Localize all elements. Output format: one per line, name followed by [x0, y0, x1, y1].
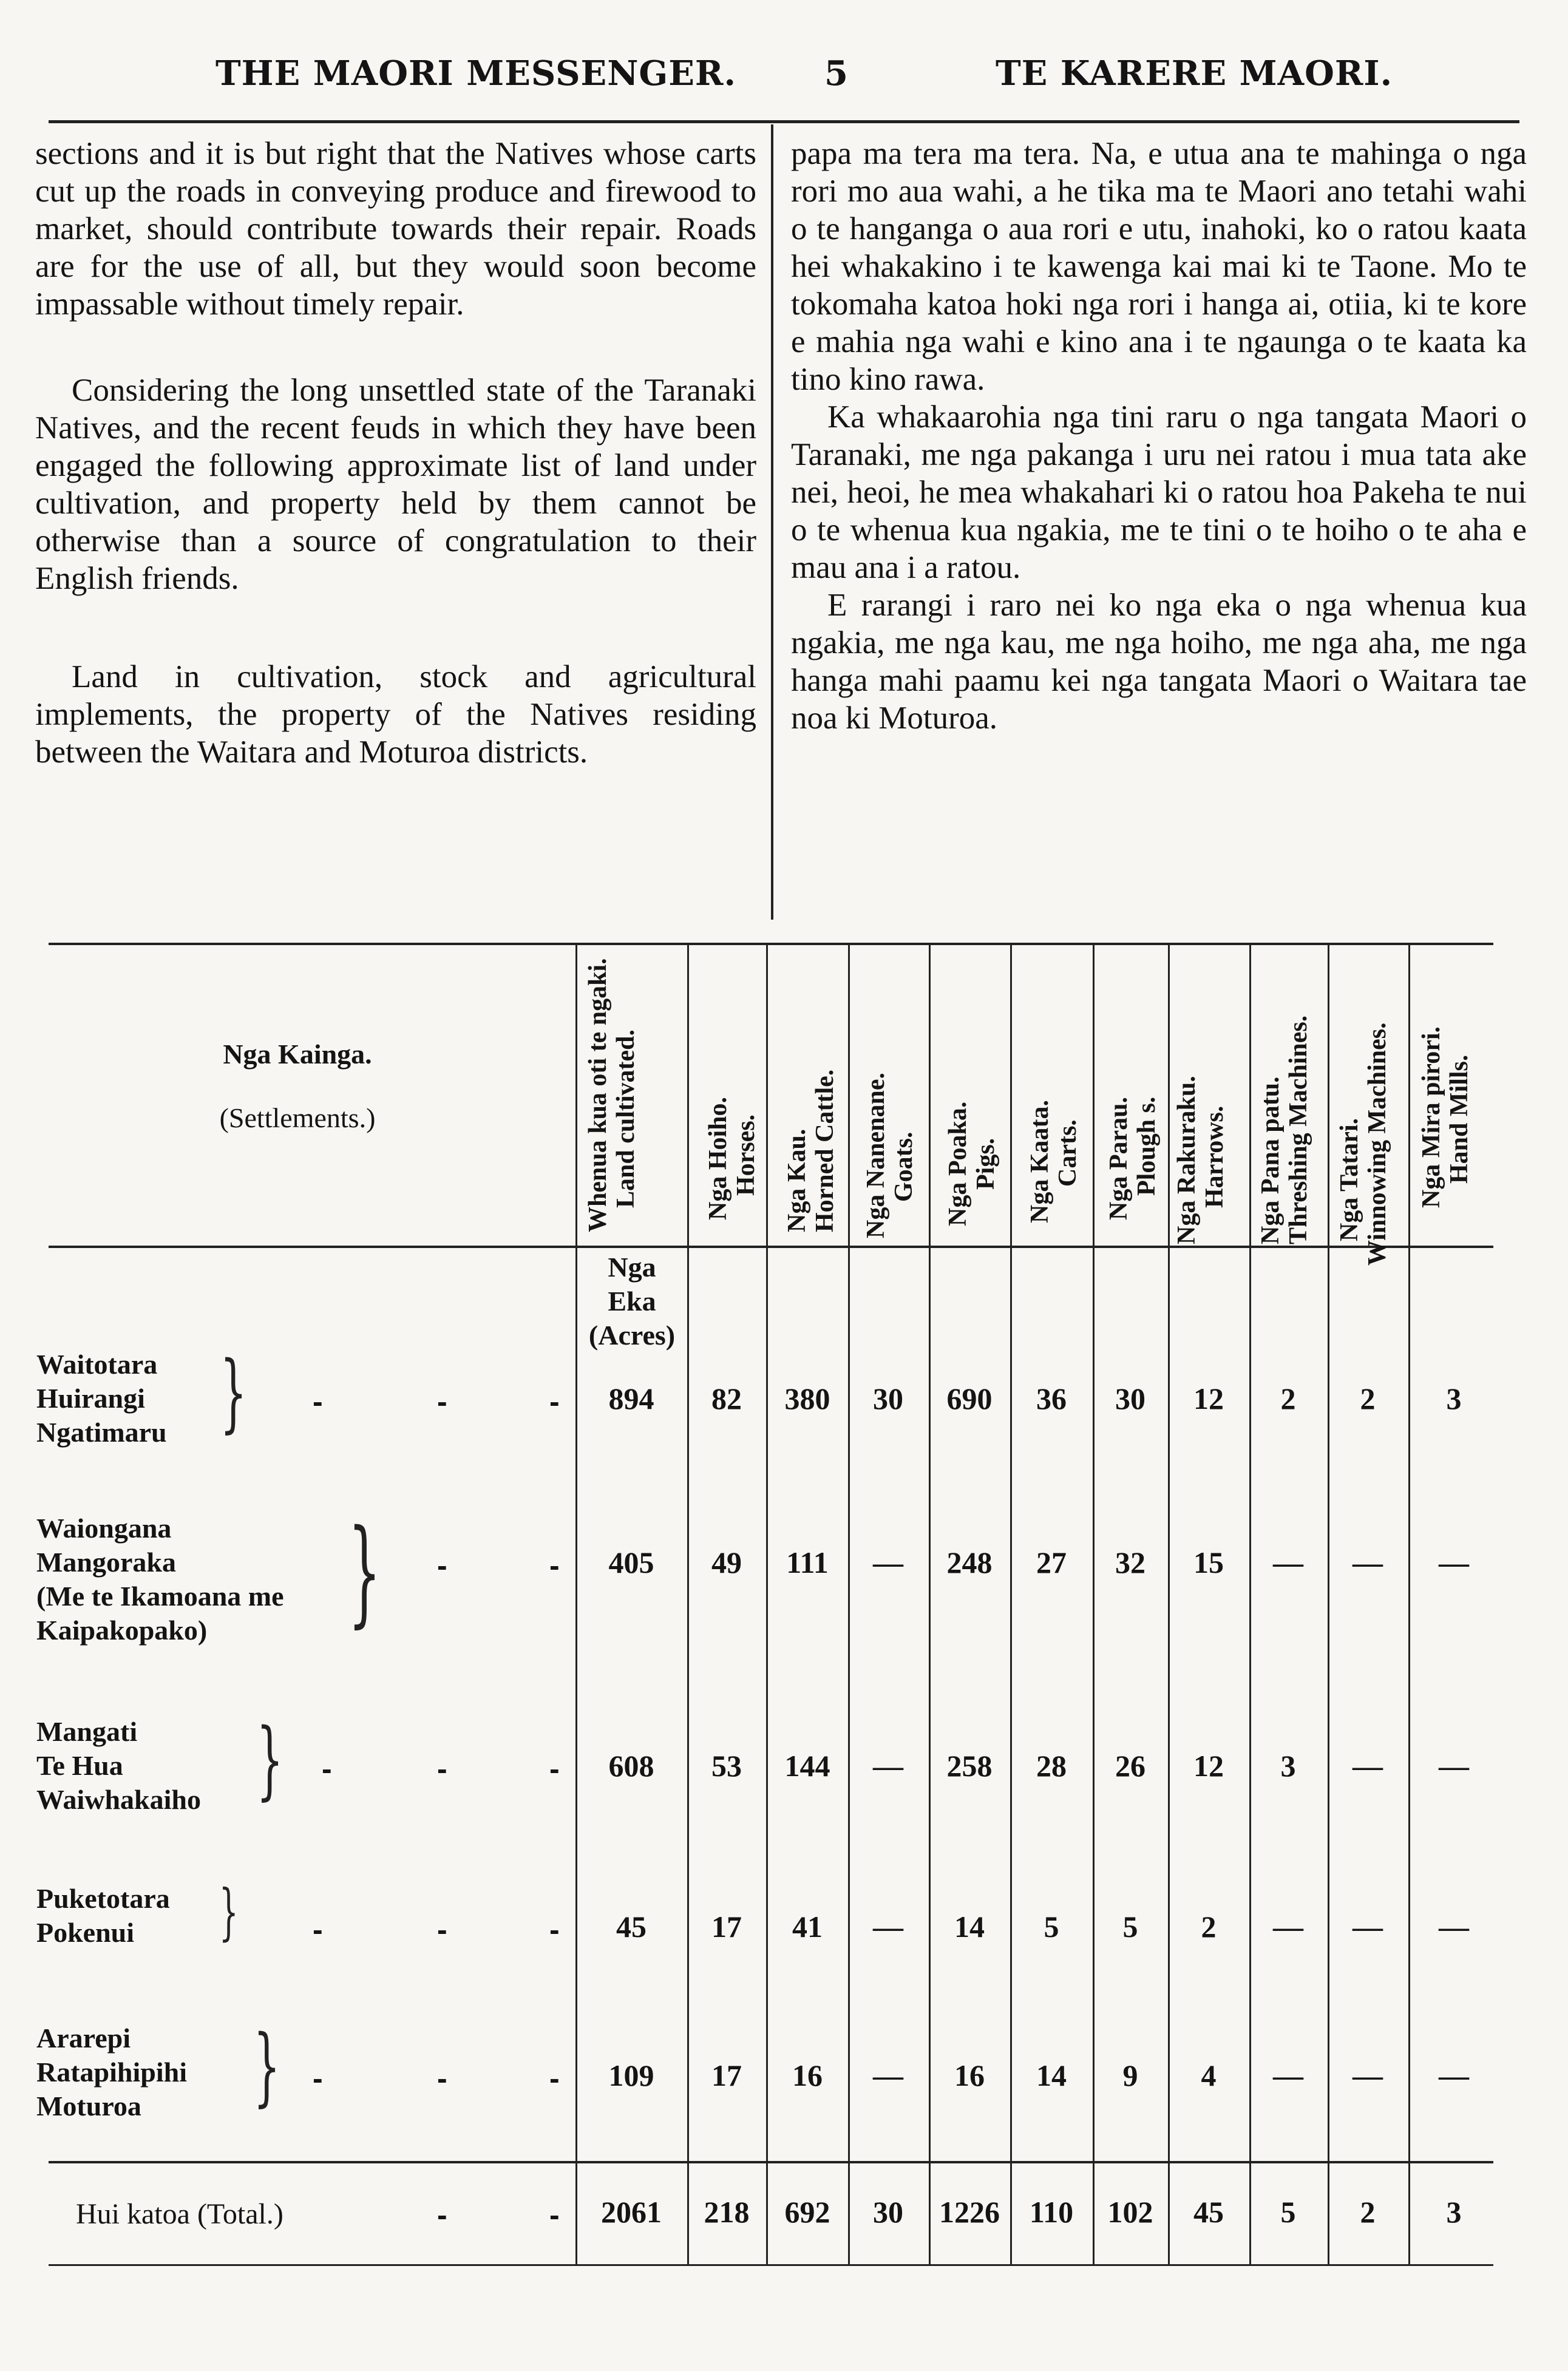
- brace: }: [219, 1876, 239, 1947]
- table-cell: —: [873, 1910, 903, 1944]
- leader-dash: -: [313, 2061, 323, 2095]
- table-cell: 1226: [939, 2195, 1000, 2229]
- table-cell: 4: [1201, 2058, 1217, 2092]
- table-cell: —: [1273, 1910, 1303, 1944]
- table-cell: 14: [954, 1910, 985, 1944]
- leader-dash: -: [549, 1385, 560, 1419]
- table-cell: 5: [1122, 1910, 1138, 1944]
- table-cell: 12: [1193, 1382, 1224, 1416]
- table-header-rule: [49, 1246, 1493, 1248]
- table-cell: 45: [616, 1910, 647, 1944]
- column-header-ploughs: Nga Parau. Plough s.: [1105, 1096, 1161, 1220]
- table-cell: —: [873, 1749, 903, 1783]
- table-cell: 258: [946, 1749, 993, 1783]
- table-cell: 49: [711, 1545, 742, 1579]
- table-cell: 27: [1036, 1545, 1067, 1579]
- table-cell: 248: [946, 1545, 993, 1579]
- maori-paragraph-taranaki: Ka whakaarohia nga tini raru o nga tangata Maori o Taranaki, me nga pakanga i uru nei ratou i mua tata ake nei, heoi, he mea whakahari ki o ratou hoa Pakeha te nui o te whenua kua ngakia, me te tini o te hoiho o te aha e mau ana i a ratou.: [791, 399, 1527, 585]
- table-cell: 14: [1036, 2058, 1067, 2092]
- table-cell: —: [1352, 1545, 1383, 1579]
- table-cell: 82: [711, 1382, 742, 1416]
- table-cell: 111: [786, 1545, 829, 1579]
- table-cell: 2: [1360, 2195, 1376, 2229]
- table-cell: —: [1352, 2058, 1383, 2092]
- column-header-harrows: Nga Rakuraku. Harrows.: [1173, 1076, 1229, 1244]
- brace: }: [220, 1343, 247, 1442]
- table-cell: —: [1439, 1749, 1469, 1783]
- table-column-rule: [766, 943, 768, 2264]
- leader-dash: -: [549, 1913, 560, 1947]
- column-header-horses: Nga Hoiho. Horses.: [704, 1096, 760, 1220]
- table-column-rule: [848, 943, 850, 2264]
- table-cell: 5: [1044, 1910, 1059, 1944]
- english-paragraph-taranaki: Considering the long unsettled state of the Taranaki Natives, and the recent feuds in which they have been engaged the following approximate list of land under cultivation, and property held by them cannot be otherwise than a source of congratulation to their English friends.: [35, 373, 756, 596]
- leader-dash: -: [549, 1752, 560, 1786]
- table-column-rule: [1168, 943, 1170, 2264]
- table-cell: 3: [1446, 2195, 1462, 2229]
- table-column-rule: [1408, 943, 1410, 2264]
- leader-dash: -: [437, 2061, 447, 2095]
- column-header-carts: Nga Kaata. Carts.: [1026, 1100, 1082, 1223]
- total-label: Hui katoa (Total.): [76, 2198, 283, 2230]
- brace: }: [253, 2017, 280, 2116]
- table-column-rule: [1328, 943, 1329, 2264]
- leader-dash: -: [437, 1752, 447, 1786]
- column-header-winnowing: Nga Tatari. Winnowing Machines.: [1336, 1022, 1391, 1266]
- table-cell: 16: [792, 2058, 823, 2092]
- table-cell: 9: [1122, 2058, 1138, 2092]
- table-cell: 405: [608, 1545, 654, 1579]
- table-cell: —: [1352, 1910, 1383, 1944]
- leader-dash: -: [549, 1548, 560, 1582]
- table-cell: 30: [873, 2195, 903, 2229]
- table-cell: 41: [792, 1910, 823, 1944]
- leader-dash: -: [549, 2198, 560, 2232]
- table-cell: —: [1273, 2058, 1303, 2092]
- table-cell: —: [873, 2058, 903, 2092]
- table-cell: 2: [1201, 1910, 1217, 1944]
- table-column-rule: [575, 943, 577, 2264]
- leader-dash: -: [549, 2061, 560, 2095]
- table-cell: 26: [1115, 1749, 1145, 1783]
- table-cell: —: [1273, 1545, 1303, 1579]
- table-cell: 2061: [601, 2195, 662, 2229]
- table-cell: 16: [954, 2058, 985, 2092]
- brace: }: [348, 1505, 381, 1639]
- table-cell: 32: [1115, 1545, 1145, 1579]
- maori-paragraph-table-intro: E rarangi i raro nei ko nga eka o nga whenua kua ngakia, me nga kau, me nga hoiho, me nga aha, me nga hanga mahi paamu kei nga tangata Maori o Waitara tae noa ki Moturoa.: [791, 588, 1527, 736]
- table-cell: 36: [1036, 1382, 1067, 1416]
- table-cell: —: [1439, 2058, 1469, 2092]
- table-cell: —: [873, 1545, 903, 1579]
- header-title-english: THE MAORI MESSENGER.: [216, 53, 736, 93]
- column-header-land: Whenua kua oti te ngaki. Land cultivated.: [584, 958, 640, 1232]
- table-cell: 102: [1107, 2195, 1153, 2229]
- row-names: Waitotara Huirangi Ngatimaru: [36, 1349, 167, 1448]
- brace: }: [256, 1711, 283, 1810]
- table-cell: 12: [1193, 1749, 1224, 1783]
- table-cell: 30: [873, 1382, 903, 1416]
- table-cell: 894: [608, 1382, 654, 1416]
- table-cell: 28: [1036, 1749, 1067, 1783]
- table-cell: 144: [784, 1749, 830, 1783]
- table-cell: 15: [1193, 1545, 1224, 1579]
- table-column-rule: [687, 943, 689, 2264]
- leader-dash: -: [437, 2198, 447, 2232]
- column-header-cattle: Nga Kau. Horned Cattle.: [783, 1069, 839, 1232]
- settlements-header-english: (Settlements.): [219, 1102, 376, 1133]
- table-top-rule: [49, 943, 1493, 945]
- table-cell: 45: [1193, 2195, 1224, 2229]
- table-column-rule: [1249, 943, 1251, 2264]
- table-cell: 380: [784, 1382, 830, 1416]
- table-cell: —: [1439, 1545, 1469, 1579]
- table-cell: —: [1439, 1910, 1469, 1944]
- page-number: 5: [824, 53, 848, 93]
- table-cell: 109: [608, 2058, 654, 2092]
- acres-unit-label: Nga Eka (Acres): [588, 1252, 676, 1351]
- leader-dash: -: [437, 1913, 447, 1947]
- table-cell: 3: [1446, 1382, 1462, 1416]
- table-total-rule: [49, 2161, 1493, 2163]
- row-names: Waiongana Mangoraka (Me te Ikamoana me Kaipakopako): [36, 1513, 284, 1646]
- table-cell: 608: [608, 1749, 654, 1783]
- column-header-threshing: Nga Pana patu. Threshing Machines.: [1257, 1015, 1312, 1244]
- table-cell: 5: [1280, 2195, 1296, 2229]
- table-cell: 17: [711, 2058, 742, 2092]
- row-names: Ararepi Ratapihipihi Moturoa: [36, 2023, 187, 2122]
- row-names: Puketotara Pokenui: [36, 1883, 170, 1948]
- settlements-header: [109, 1038, 486, 1134]
- leader-dash: -: [313, 1385, 323, 1419]
- row-names: Mangati Te Hua Waiwhakaiho: [36, 1716, 201, 1815]
- table-cell: 53: [711, 1749, 742, 1783]
- table-cell: 3: [1280, 1749, 1296, 1783]
- header-title-maori: TE KARERE MAORI.: [996, 53, 1393, 93]
- table-bottom-rule: [49, 2264, 1493, 2266]
- table-cell: 2: [1360, 1382, 1376, 1416]
- leader-dash: -: [437, 1385, 447, 1419]
- leader-dash: -: [322, 1752, 332, 1786]
- english-paragraph-roads: sections and it is but right that the Natives whose carts cut up the roads in conveying produce and firewood to market, should contribute towards their repair. Roads are for the use of all, but they would soon become impassable without timely repair.: [35, 136, 756, 322]
- english-paragraph-table-intro: Land in cultivation, stock and agricultural implements, the property of the Natives residing between the Waitara and Moturoa districts.: [35, 659, 756, 770]
- column-header-goats: Nga Nanenane. Goats.: [862, 1072, 918, 1238]
- table-cell: 692: [784, 2195, 830, 2229]
- leader-dash: -: [313, 1913, 323, 1947]
- table-cell: 690: [946, 1382, 993, 1416]
- table-cell: —: [1352, 1749, 1383, 1783]
- table-column-rule: [929, 943, 931, 2264]
- table-cell: 17: [711, 1910, 742, 1944]
- leader-dash: -: [437, 1548, 447, 1582]
- column-header-mills: Nga Mira pirori. Hand Mills.: [1417, 1026, 1473, 1208]
- table-cell: 218: [704, 2195, 750, 2229]
- table-cell: 110: [1029, 2195, 1074, 2229]
- table-cell: 2: [1280, 1382, 1296, 1416]
- table-column-rule: [1010, 943, 1012, 2264]
- maori-paragraph-roads: papa ma tera ma tera. Na, e utua ana te mahinga o nga rori mo aua wahi, a he tika ma te Maori ano tetahi wahi o te hanganga o aua rori e utu, inahoki, ko o ratou kaata hei whakakino i te kawenga kai mai ki te Taone. Mo te tokomaha katoa hoki nga rori i hanga ai, otiia, ki te kore e mahia nga wahi e kino ana i te ngaunga o te kaata ka tino kino rawa.: [791, 136, 1527, 397]
- column-header-pigs: Nga Poaka. Pigs.: [944, 1101, 1000, 1226]
- table-cell: 30: [1115, 1382, 1145, 1416]
- settlements-header-maori: Nga Kainga.: [223, 1039, 372, 1070]
